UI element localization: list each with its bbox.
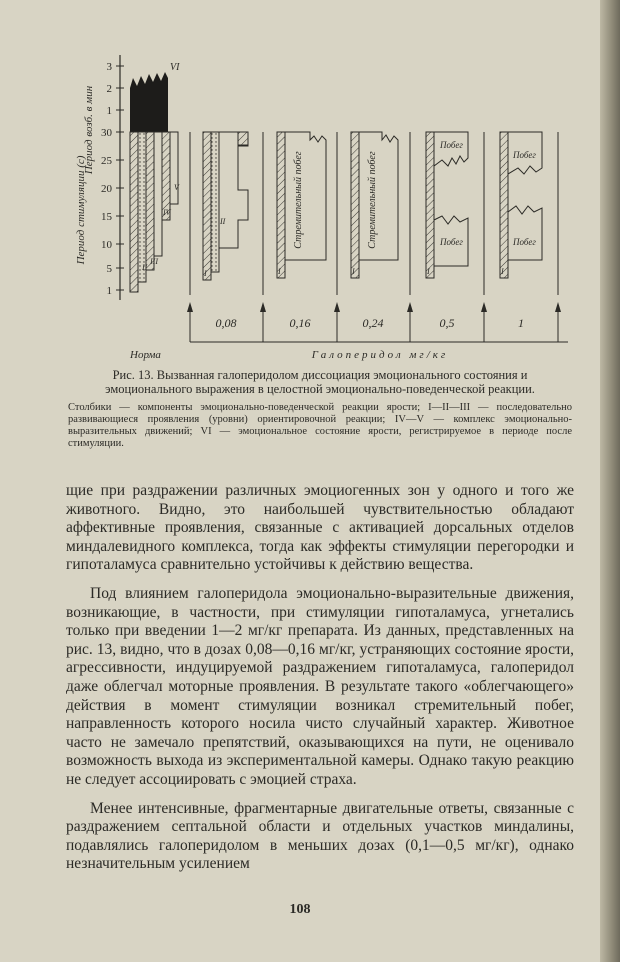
dose-label-0-16: 0,16 — [289, 316, 311, 330]
body-text — [66, 482, 574, 884]
book-gutter — [600, 0, 620, 962]
norm-label-vi: VI — [170, 62, 180, 73]
haloperidol-axis-label: Галоперидол мг/кг — [311, 349, 449, 361]
paragraph-1: щие при раздражении различных эмоциогенных зон у одного и того же животного. Видно, это наибольшей чувствительностью обладают аффективные проявления, связанные с активацией дорсальных отделов миндалевидного комплекса, тогда как эффекты стимуляции перегородки и гипоталамуса сравнительно устойчивы к действию вещества. — [66, 482, 574, 574]
d05-escape-label-bottom: Побег — [440, 237, 463, 247]
norm-bar-4 — [154, 132, 162, 256]
d1-bar-i — [500, 132, 508, 278]
norm-bar-5 — [162, 132, 170, 220]
y-axis-label-bottom: Период стимуляции (с) — [75, 155, 87, 265]
dose-0-16-group — [277, 132, 326, 278]
y-tick-sec-1: 1 — [106, 285, 112, 297]
dose-0-08-group — [203, 132, 248, 280]
caption-title: Рис. 13. Вызванная галоперидолом диссоциация эмоционального состояния и эмоционального выражения в целостной эмоционально-поведенческой реакции. — [105, 368, 535, 396]
y-ticks-minutes — [107, 61, 125, 117]
d024-bar-i — [351, 132, 359, 278]
d016-outline — [285, 132, 326, 260]
dose-label-0-5: 0,5 — [439, 316, 455, 330]
norm-bar-3 — [146, 132, 154, 270]
y-tick-sec-20: 20 — [101, 183, 112, 195]
d05-bar-i — [426, 132, 434, 278]
y-tick-min-2: 2 — [106, 83, 112, 95]
d024-outline — [359, 132, 398, 260]
d024-striving-label: Стремительный побег — [367, 151, 378, 249]
page-number: 108 — [289, 902, 311, 917]
dose-label-1: 1 — [518, 316, 524, 330]
dose-0-24-group — [351, 132, 398, 278]
y-tick-sec-10: 10 — [101, 239, 112, 251]
d05-escape-label-top: Побег — [440, 140, 463, 150]
y-axis-label-top: Период возб. в мин — [83, 85, 95, 175]
dose-axis — [129, 302, 568, 361]
norm-label-iv: IV — [163, 208, 171, 217]
d016-bar-i — [277, 132, 285, 278]
paragraph-2: Под влиянием галоперидола эмоционально-выразительные движения, возникающие, в частности, при стимуляции гипоталамуса, угнетались только при введении 1—2 мг/кг препарата. Из данных, представленных на рис. 13, видно, что в дозах 0,08—0,16 мг/кг, устраняющих состояние ярости, агрессивности, индуцируемой раздражением гипоталамуса, галоперидол даже облегчал моторные проявления. В результате такого «облегчающего» действия в момент стимуляции возникал стремительный побег, направленность которого носила чисто случайный характер. Животное часто не замечало препятствий, оказывающихся на пути, не оценивало возможность выхода из экспериментальной камеры. Однако такую реакцию не следует ассоциировать с эмоцией страха. — [66, 584, 574, 788]
d1-escape-label-top: Побег — [513, 150, 536, 160]
figure-caption — [68, 368, 572, 450]
paragraph-3: Менее интенсивные, фрагментарные двигательные ответы, связанные с раздражением септальной области и отдельных участков миндалины, подавлялись галоперидолом в меньших дозах (0,1—0,5 мг/кг), однако незначительным усилением — [66, 799, 574, 873]
d1-escape-label-bottom: Побег — [513, 237, 536, 247]
norm-label-iii: III — [150, 257, 158, 266]
norm-bar-1 — [130, 132, 138, 292]
dose-0-5-group — [426, 132, 468, 278]
dose-label-0-08: 0,08 — [215, 316, 237, 330]
dose-label-0-24: 0,24 — [362, 316, 384, 330]
d008-bar-ii — [211, 132, 219, 272]
figure-13-diagram — [70, 40, 590, 370]
d008-label-i: I — [204, 269, 207, 278]
d008-bar-i — [203, 132, 211, 280]
d024-label-i: I — [352, 267, 355, 276]
y-tick-sec-25: 25 — [101, 155, 112, 167]
norm-group — [130, 62, 180, 292]
d008-bar-iv — [238, 132, 248, 146]
norm-axis-label: Норма — [130, 349, 161, 361]
dose-1-group — [500, 132, 542, 278]
norm-bar-6 — [170, 132, 178, 204]
d008-label-ii: II — [220, 217, 226, 226]
norm-label-ii: II — [142, 263, 148, 272]
d1-outline-lower — [508, 206, 542, 260]
d016-label-i: I — [278, 267, 281, 276]
norm-vi-black-block — [130, 72, 168, 132]
d05-label-i: I — [427, 267, 430, 276]
y-tick-sec-5: 5 — [106, 263, 112, 275]
d016-striving-label: Стремительный побег — [293, 151, 304, 249]
caption-legend: Столбики — компоненты эмоционально-поведенческой реакции ярости; I—II—III — последовательно развивающиеся проявления (уровни) ориентировочной реакции; IV—V — комплекс эмоционально-выразительных движений; VI — эмоциональное состояние ярости, регистрируемое в периоде после стимуляции. — [68, 402, 572, 449]
y-tick-min-3: 3 — [106, 61, 112, 73]
y-tick-sec-30: 30 — [101, 127, 112, 139]
norm-bar-2 — [138, 132, 146, 282]
d1-label-i: I — [501, 267, 504, 276]
y-tick-min-1: 1 — [106, 105, 112, 117]
norm-label-v: V — [174, 183, 179, 192]
y-tick-sec-15: 15 — [101, 211, 112, 223]
d008-outline — [219, 132, 248, 248]
